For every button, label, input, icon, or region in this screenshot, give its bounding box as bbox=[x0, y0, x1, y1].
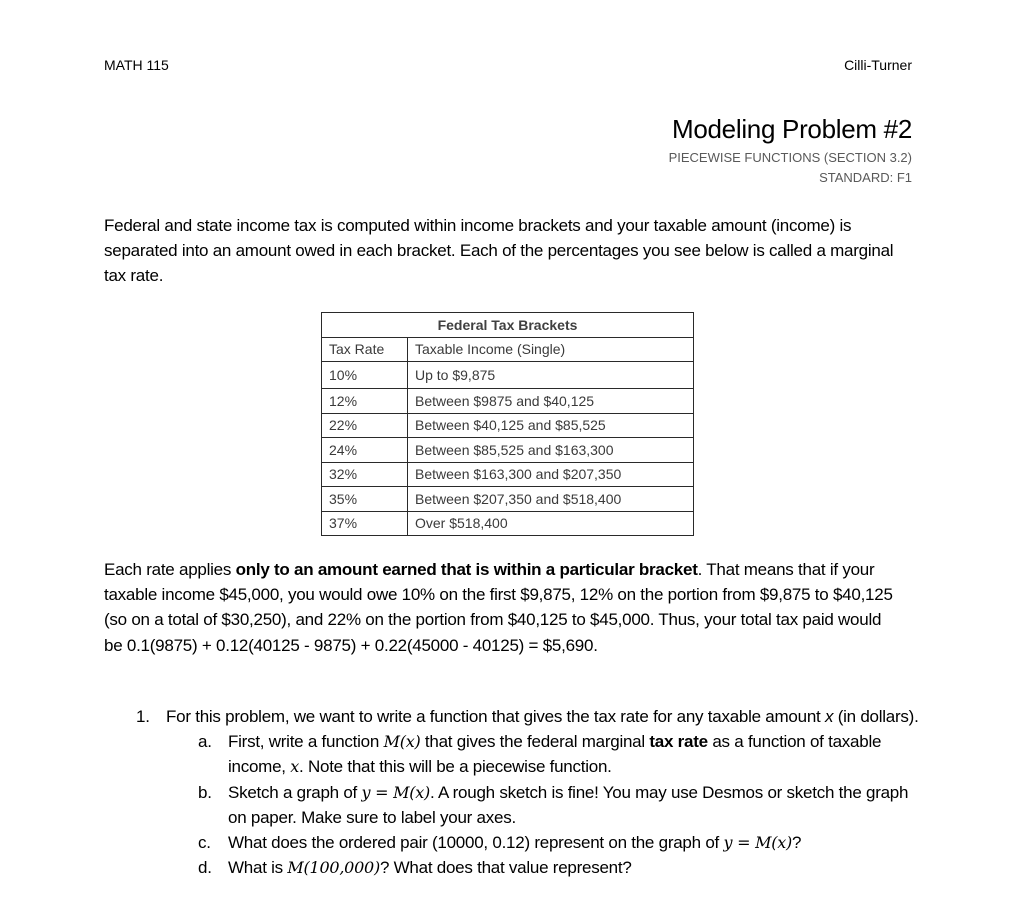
sub-question-d bbox=[198, 855, 926, 880]
question-list bbox=[136, 704, 926, 880]
course-label: MATH 115 bbox=[104, 57, 169, 73]
variable-x: x bbox=[824, 707, 834, 726]
text-segment: that gives the federal marginal bbox=[420, 732, 650, 752]
question-body bbox=[166, 704, 926, 729]
rate-cell: 32% bbox=[322, 462, 408, 487]
title-block bbox=[669, 112, 912, 188]
bold-term: tax rate bbox=[649, 732, 708, 752]
page-subtitle: PIECEWISE FUNCTIONS (SECTION 3.2) bbox=[668, 150, 912, 165]
income-cell: Over $518,400 bbox=[408, 511, 694, 536]
table-row bbox=[322, 389, 694, 414]
sub-question-letter: b. bbox=[198, 782, 212, 802]
table-caption: Federal Tax Brackets bbox=[322, 313, 694, 338]
question-text-end: (in dollars). bbox=[833, 707, 919, 726]
intro-paragraph: Federal and state income tax is computed within income brackets and your taxable amount (income) is separated into an amount owed in each bracket. Each of the percentages you see below is called a marginal tax rate. bbox=[104, 216, 894, 286]
question-1 bbox=[136, 704, 926, 729]
math-expression: M(100,000) bbox=[287, 858, 380, 878]
explanation-emphasis: only to an amount earned that is within a particular bracket bbox=[235, 560, 698, 579]
standard-label: STANDARD: F1 bbox=[819, 170, 912, 185]
rate-cell: 10% bbox=[322, 362, 408, 389]
sub-question-b bbox=[198, 780, 926, 830]
tax-brackets-table bbox=[321, 312, 694, 536]
text-segment: ? bbox=[791, 833, 802, 853]
sub-question-letter: d. bbox=[198, 858, 212, 878]
explanation-lead: Each rate applies bbox=[104, 560, 236, 579]
table-row bbox=[322, 511, 694, 536]
income-cell: Between $163,300 and $207,350 bbox=[408, 462, 694, 487]
sub-question-a bbox=[198, 729, 926, 779]
sub-question-c bbox=[198, 830, 926, 855]
income-cell: Between $207,350 and $518,400 bbox=[408, 487, 694, 512]
sub-question-list bbox=[198, 729, 926, 880]
column-header-income: Taxable Income (Single) bbox=[408, 337, 694, 362]
table-row bbox=[322, 487, 694, 512]
math-expression: M(x) bbox=[383, 732, 421, 752]
page-title: Modeling Problem #2 bbox=[672, 114, 912, 144]
sub-question-letter: a. bbox=[198, 732, 212, 752]
rate-cell: 22% bbox=[322, 413, 408, 438]
income-cell: Up to $9,875 bbox=[408, 362, 694, 389]
question-number: 1. bbox=[136, 707, 150, 726]
text-segment: First, write a function bbox=[228, 732, 384, 752]
table-row bbox=[322, 462, 694, 487]
table-row bbox=[322, 413, 694, 438]
income-cell: Between $40,125 and $85,525 bbox=[408, 413, 694, 438]
rate-cell: 12% bbox=[322, 389, 408, 414]
explanation-paragraph bbox=[104, 557, 894, 658]
income-cell: Between $9875 and $40,125 bbox=[408, 389, 694, 414]
math-expression: x bbox=[290, 757, 300, 777]
sub-question-letter: c. bbox=[198, 833, 211, 853]
math-expression: y = M(x) bbox=[723, 833, 792, 853]
sub-question-text bbox=[228, 830, 926, 855]
rate-cell: 24% bbox=[322, 438, 408, 463]
sub-question-text bbox=[228, 780, 926, 830]
table-row bbox=[322, 362, 694, 389]
sub-question-text bbox=[228, 855, 926, 880]
instructor-name: Cilli-Turner bbox=[844, 57, 912, 73]
explanation-rest: . That means that if your taxable income $45,000, you would owe 10% on the first $9,875, 12% on the portion from $9,875 to $40,125 (so on a total of $30,250), and 22% on the portion from $40,125 to $45,000. Thus, your total tax paid would be 0.1(9875) + 0.12(40125 - 9875) + 0.22(45000 - 40125) = $5,690. bbox=[104, 560, 893, 655]
table-caption-row bbox=[322, 313, 694, 338]
rate-cell: 37% bbox=[322, 511, 408, 536]
text-segment: . Note that this will be a piecewise function. bbox=[299, 757, 612, 777]
table-row bbox=[322, 438, 694, 463]
income-cell: Between $85,525 and $163,300 bbox=[408, 438, 694, 463]
text-segment: What is bbox=[228, 858, 288, 878]
text-segment: . A rough sketch is fine! You may use Desmos or sketch the graph on paper. Make sure to label your axes. bbox=[228, 782, 909, 827]
text-segment: What does the ordered pair (10000, 0.12) represent on the graph of bbox=[228, 833, 724, 853]
question-text: For this problem, we want to write a function that gives the tax rate for any taxable amount bbox=[166, 707, 825, 726]
text-segment: ? What does that value represent? bbox=[379, 858, 632, 878]
rate-cell: 35% bbox=[322, 487, 408, 512]
sub-question-text bbox=[228, 729, 926, 779]
table-header-row bbox=[322, 337, 694, 362]
column-header-rate: Tax Rate bbox=[322, 337, 408, 362]
text-segment: as a function of taxable income, bbox=[228, 732, 882, 777]
text-segment: Sketch a graph of bbox=[228, 782, 362, 802]
math-expression: y = M(x) bbox=[361, 782, 430, 802]
